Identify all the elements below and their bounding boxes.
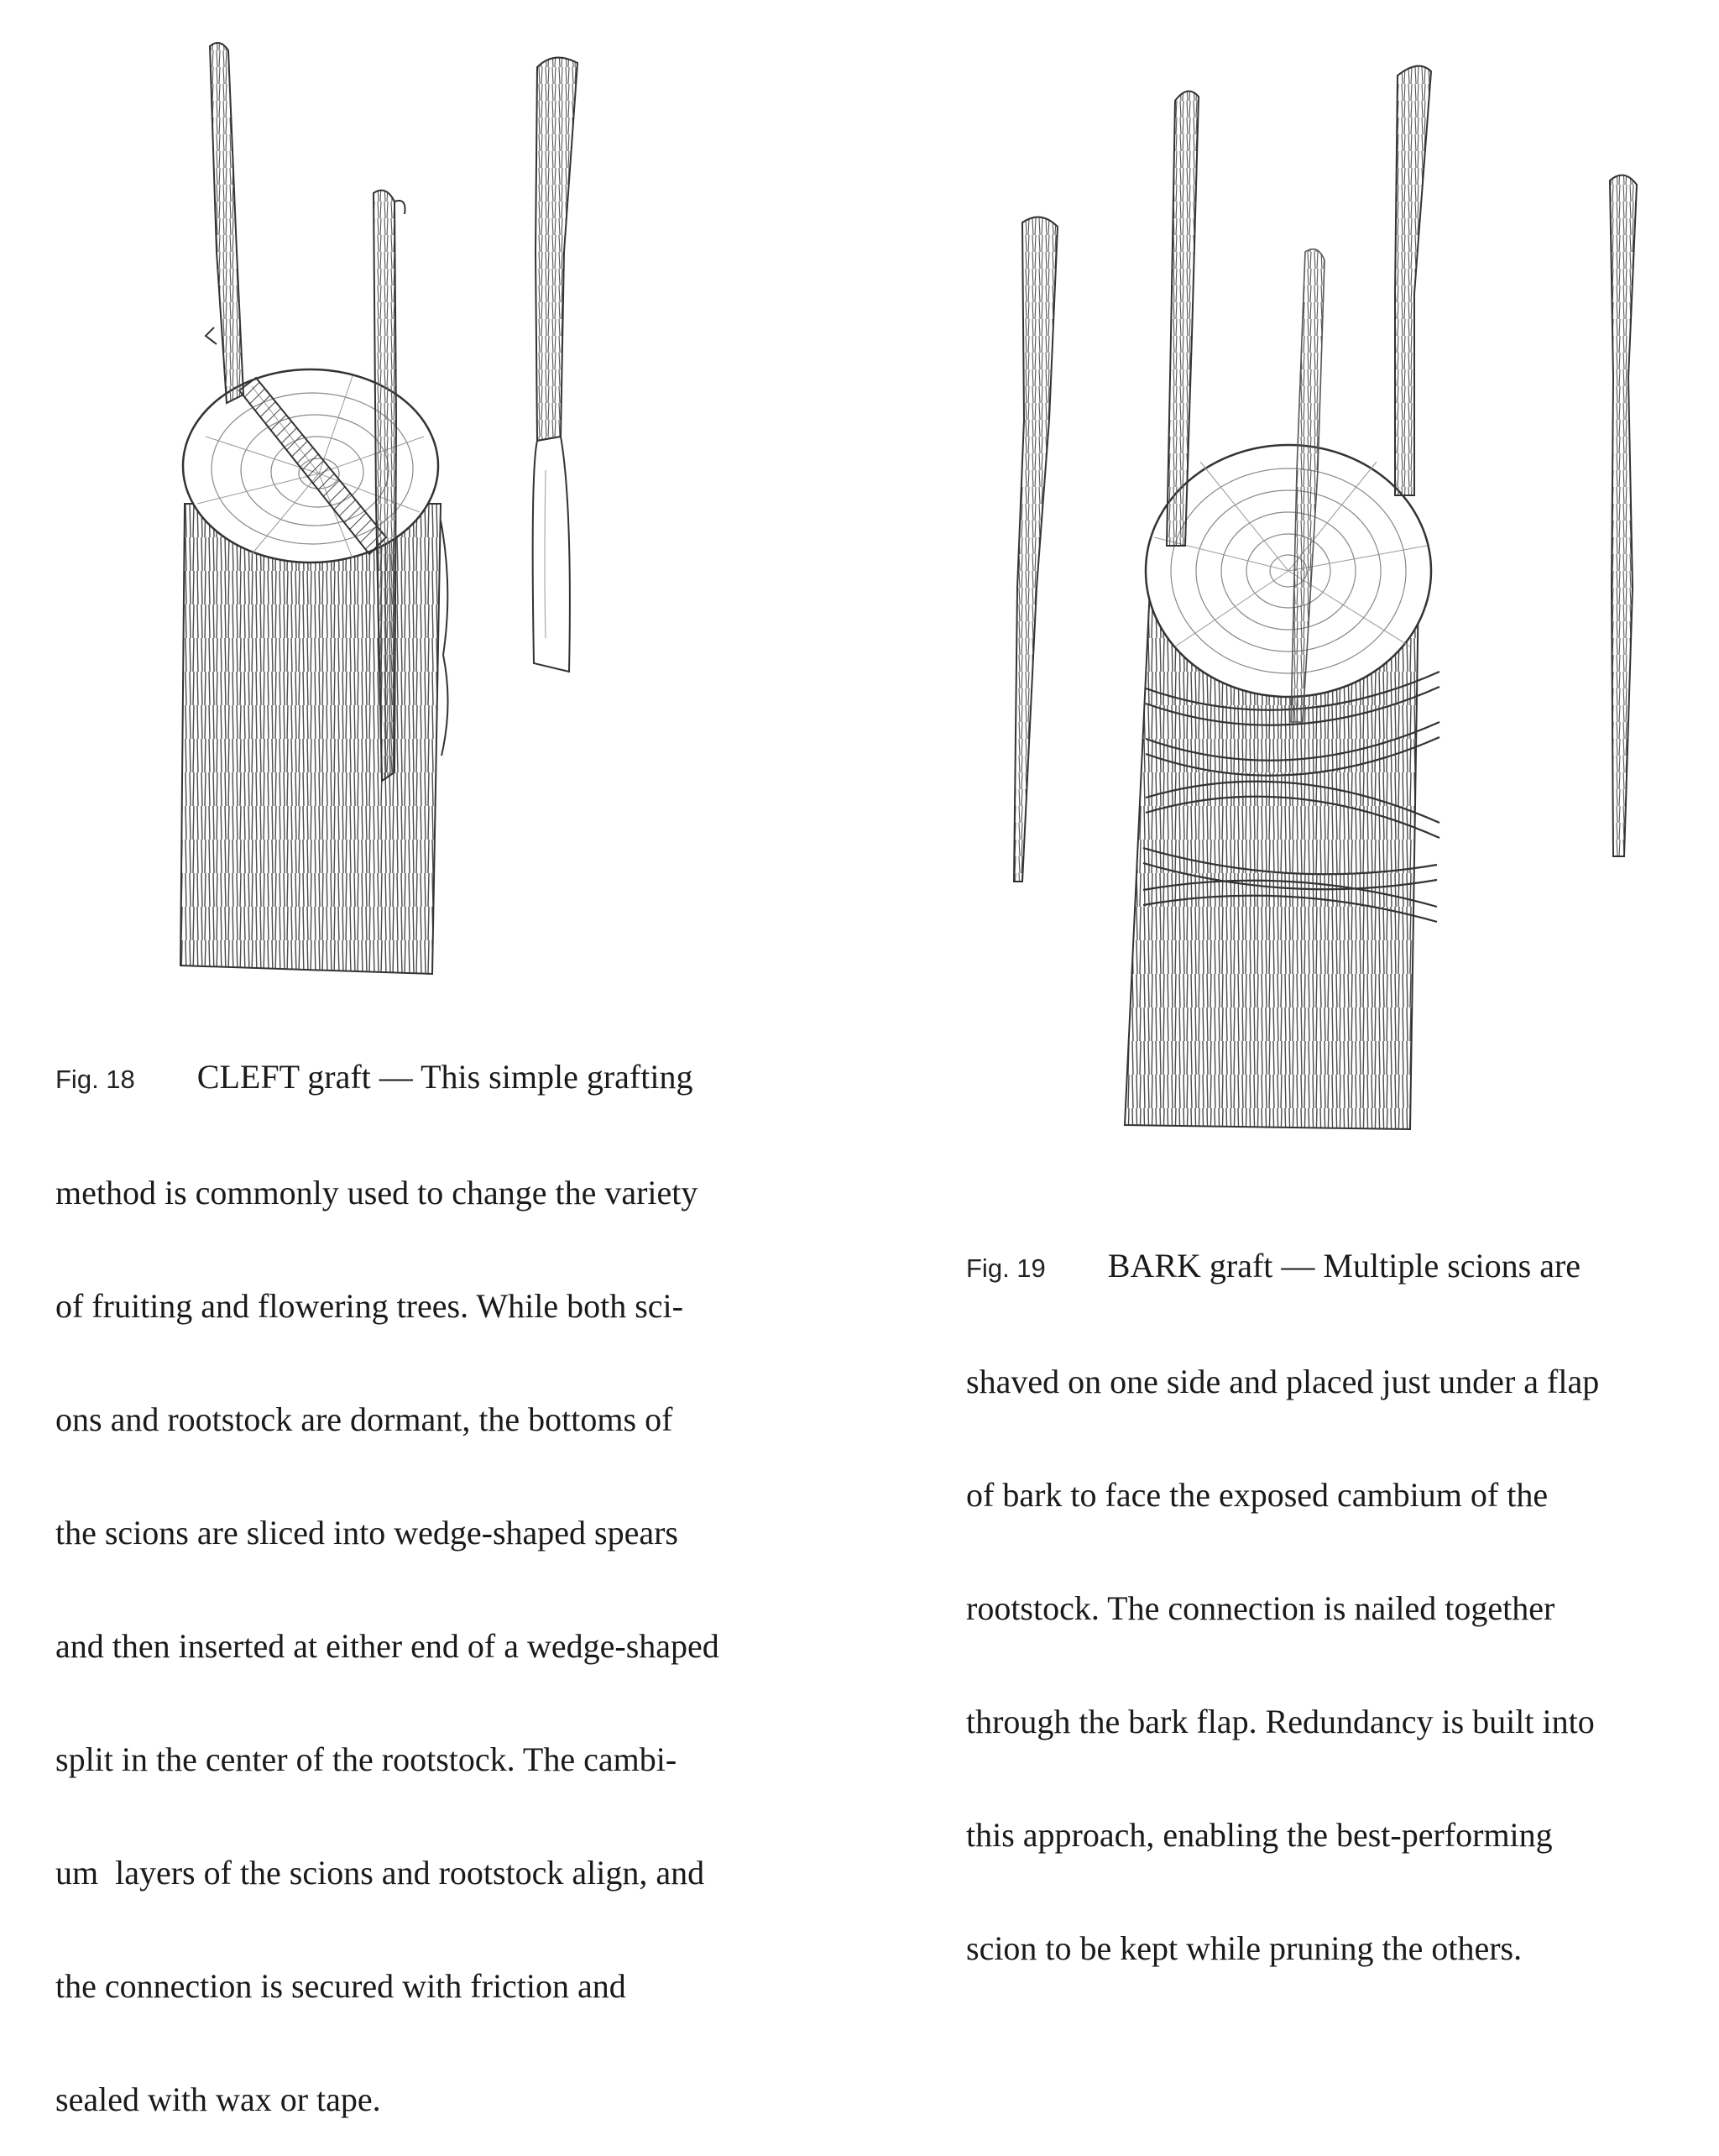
caption-text: BARK graft — Multiple scions are: [1107, 1247, 1581, 1285]
fig19-caption: [966, 1171, 1599, 2005]
cleft-graft-drawing: [0, 0, 839, 974]
figure-number: Fig. 18: [55, 1065, 135, 1094]
caption-line: through the bark flap. Redundancy is built into: [966, 1703, 1595, 1740]
caption-line: of fruiting and flowering trees. While both sci-: [55, 1287, 683, 1325]
cleft-graft-illustration: [0, 0, 839, 974]
caption-line: method is commonly used to change the variety: [55, 1174, 698, 1211]
caption-line: shaved on one side and placed just under a flap: [966, 1363, 1600, 1400]
caption-line: [55, 1058, 719, 1098]
caption-line: split in the center of the rootstock. The cambi-: [55, 1740, 677, 1778]
scion-wedge-cut: [533, 58, 577, 672]
figure-number: Fig. 19: [966, 1253, 1046, 1283]
caption-line: the connection is secured with friction and: [55, 1967, 626, 2005]
bark-graft-illustration: [923, 0, 1719, 1150]
scion-inserted-right: [1395, 66, 1431, 495]
caption-line: scion to be kept while pruning the others.: [966, 1929, 1523, 1967]
caption-line: of bark to face the exposed cambium of the: [966, 1476, 1549, 1514]
fig18-caption: [55, 982, 719, 2156]
caption-line: [966, 1247, 1599, 1287]
scion-left: [206, 43, 243, 403]
caption-line: this approach, enabling the best-performing: [966, 1816, 1553, 1854]
caption-line: um layers of the scions and rootstock align, and: [55, 1854, 705, 1892]
scion-loose-right: [1610, 175, 1637, 856]
caption-line: ons and rootstock are dormant, the bottoms of: [55, 1400, 673, 1438]
caption-line: rootstock. The connection is nailed together: [966, 1589, 1555, 1627]
caption-text: CLEFT graft — This simple grafting: [196, 1058, 693, 1096]
caption-line: sealed with wax or tape.: [55, 2080, 381, 2118]
caption-line: and then inserted at either end of a wedge-shaped: [55, 1627, 719, 1665]
bark-graft-drawing: [923, 0, 1719, 1150]
scion-loose-left: [1014, 217, 1058, 882]
caption-line: the scions are sliced into wedge-shaped spears: [55, 1514, 678, 1552]
rootstock: [180, 369, 448, 974]
rootstock: [1125, 445, 1439, 1129]
